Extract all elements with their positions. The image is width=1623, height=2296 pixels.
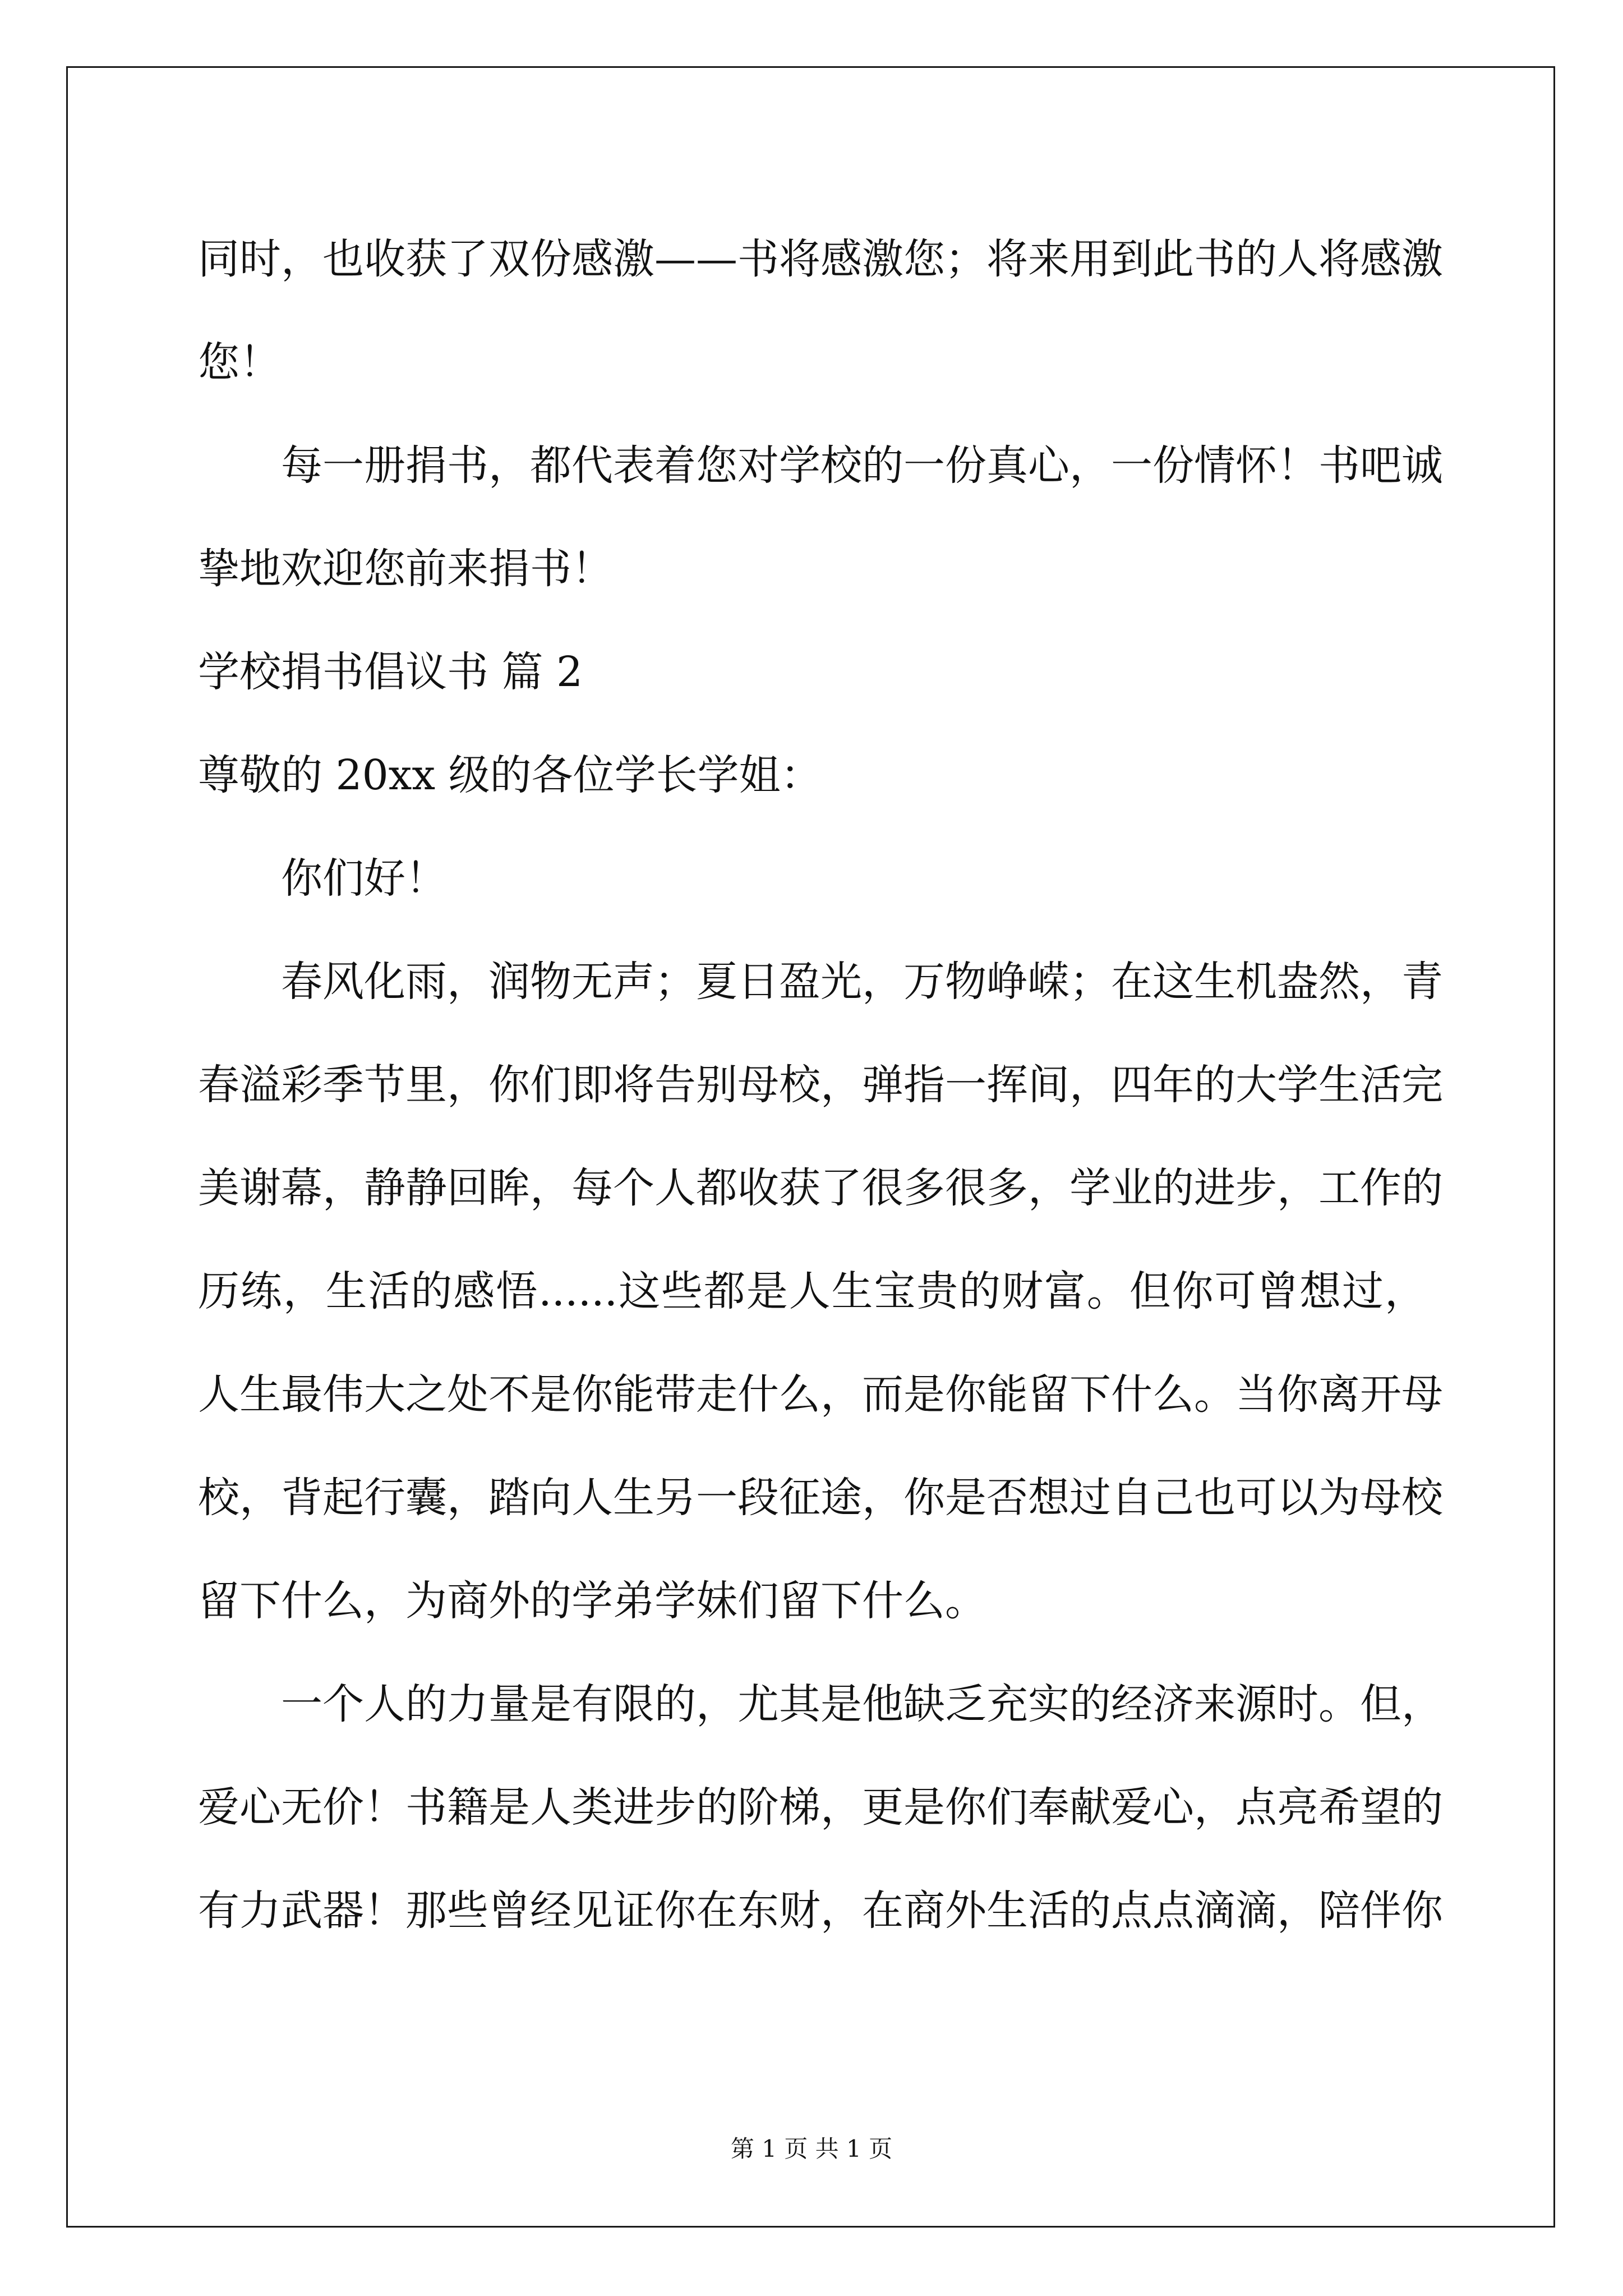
greeting: 你们好！: [281, 854, 447, 903]
section-heading: 学校捐书倡议书 篇 2: [198, 648, 583, 696]
text-line: 校，背起行囊，踏向人生另一段征途，你是否想过自己也可以为母校: [198, 1474, 1443, 1522]
text-line: 留下什么，为商外的学弟学妹们留下什么。: [198, 1577, 986, 1625]
paragraph-3: [198, 930, 1443, 1653]
text-line: 美谢幕，静静回眸，每个人都收获了很多很多，学业的进步，工作的: [198, 1164, 1443, 1212]
text-line: 您！: [198, 338, 281, 386]
document-body: [198, 208, 1443, 1962]
page-footer: 第 1 页 共 1 页: [730, 2135, 893, 2162]
text-line: 同时，也收获了双份感激——书将感激您；将来用到此书的人将感激: [198, 235, 1443, 283]
salutation: 尊敬的 20xx 级的各位学长学姐：: [198, 751, 822, 799]
paragraph-4: [198, 1653, 1443, 1962]
text-line: 人生最伟大之处不是你能带走什么，而是你能留下什么。当你离开母: [198, 1370, 1443, 1419]
text-line: 春溢彩季节里，你们即将告别母校，弹指一挥间，四年的大学生活完: [198, 1061, 1443, 1109]
text-line: 挚地欢迎您前来捐书！: [198, 545, 613, 593]
text-line: 爱心无价！书籍是人类进步的阶梯，更是你们奉献爱心，点亮希望的: [198, 1783, 1443, 1832]
text-line: 每一册捐书，都代表着您对学校的一份真心，一份情怀！书吧诚: [281, 441, 1443, 490]
text-line: 一个人的力量是有限的，尤其是他缺乏充实的经济来源时。但，: [281, 1680, 1443, 1728]
text-line: 春风化雨，润物无声；夏日盈光，万物峥嵘；在这生机盎然，青: [281, 958, 1443, 1006]
text-line: 有力武器！那些曾经见证你在东财，在商外生活的点点滴滴，陪伴你: [198, 1887, 1443, 1935]
text-line: 历练，生活的感悟......这些都是人生宝贵的财富。但你可曾想过，: [198, 1267, 1426, 1315]
paragraph-1: [198, 208, 1443, 414]
paragraph-2: [198, 414, 1443, 620]
